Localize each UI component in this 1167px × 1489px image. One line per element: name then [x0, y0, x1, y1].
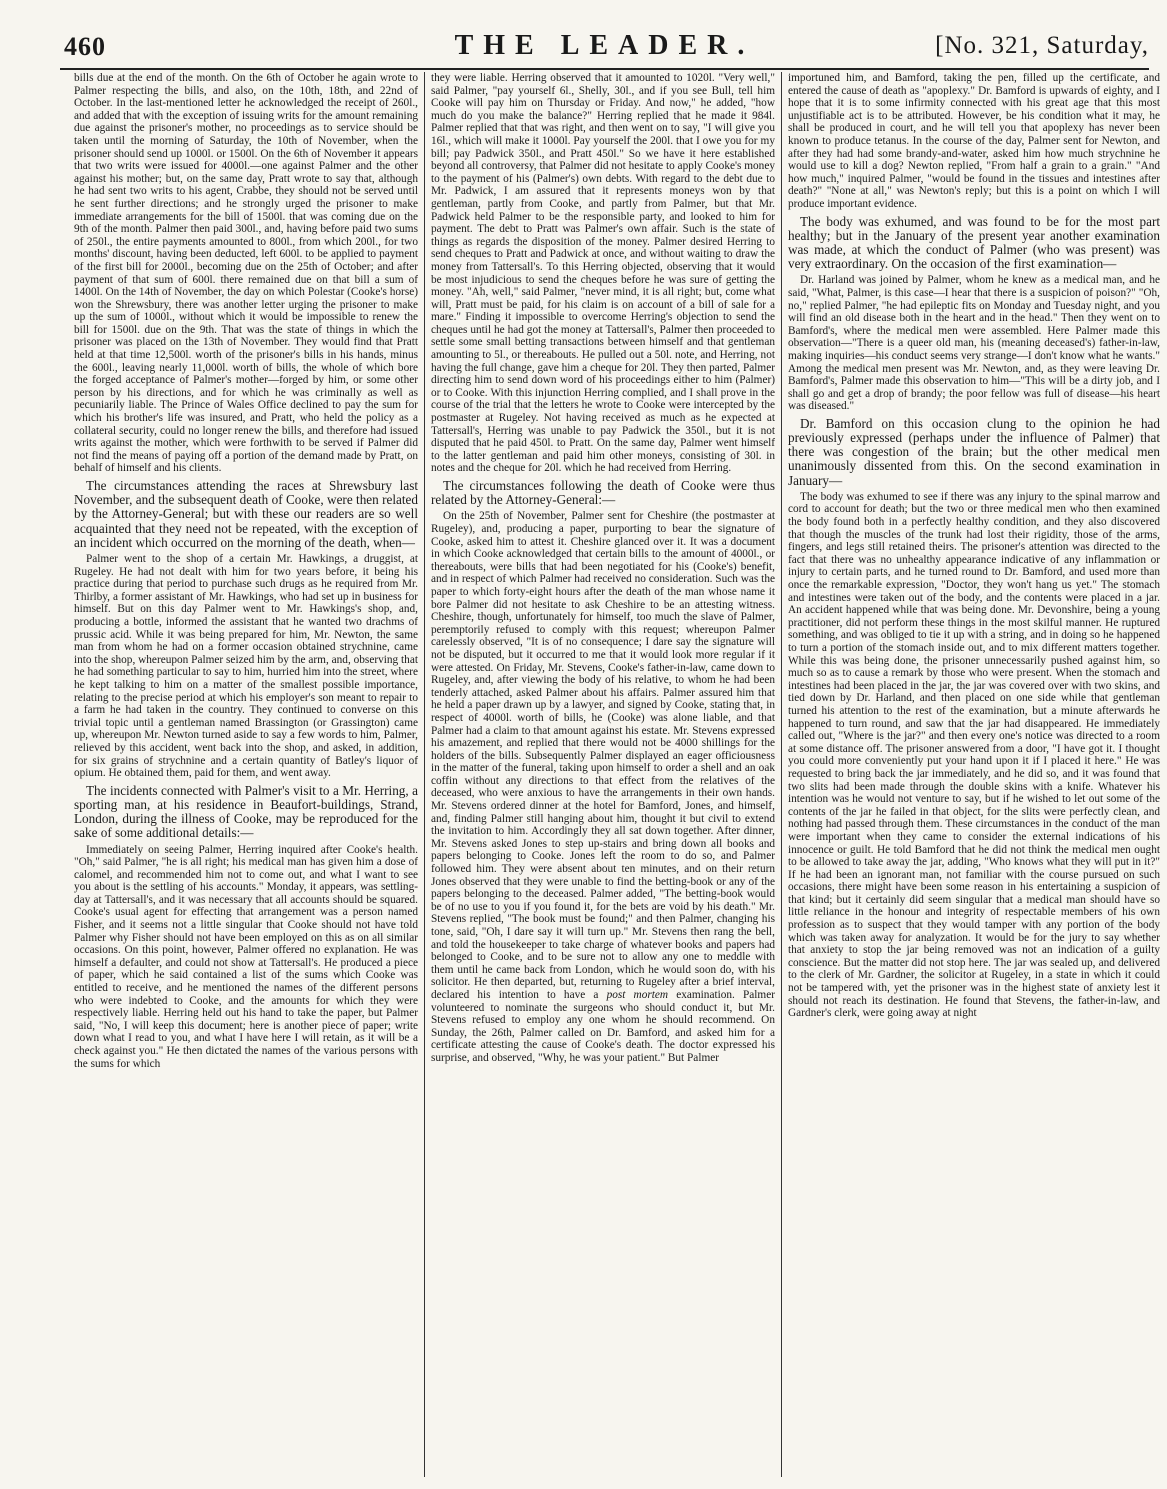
paragraph: Palmer went to the shop of a certain Mr. Hawkings, a druggist, at Rugeley. He had not dealt with him for two years before, it being his practice during that period to purchase such drugs as he required from Mr. Thirlby, a former assistant of Mr. Hawkings, who had set up in business for himself. But on this day Palmer went to Mr. Hawkings's shop, and, producing a bottle, informed the assistant that he wanted two drachms of prussic acid. While it was being prepared for him, Mr. Newton, the same man from whom he had on a former occasion obtained strychnine, came into the shop, whereupon Palmer seized him by the arm, and, observing that he had something particular to say to him, hurried him into the street, where he kept talking to him on a matter of the smallest possible importance, relating to the precise period at which his employer's son meant to repair to a farm he had taken in the country. They continued to converse on this trivial topic until a gentleman named Brassington (or Grassington) came up, whereupon Mr. Newton turned aside to say a few words to him, Palmer, relieved by this accident, went back into the shop, and asked, in addition, for six grains of strychnine and a certain quantity of Batley's liquor of opium. He obtained them, paid for them, and went away. — [74, 553, 418, 780]
text-span: examination. Palmer volunteered to nominate the surgeons who should conduct it, but Mr. Stevens refused to employ any one whom he should recommend. On Sunday, the 26th, Palmer called on Dr. Bamford, and asked him for a certificate attesting the cause of Cooke's death. The doctor expressed his surprise, and observed, "Why, he was your patient." But Palmer — [431, 988, 775, 1064]
column-2 — [431, 72, 775, 1477]
page-number: 460 — [64, 32, 106, 61]
column-1 — [74, 72, 418, 1477]
text-span: On the 25th of November, Palmer sent for Cheshire (the postmaster at Rugeley), and, producing a paper, purporting to bear the signature of Cooke, asked him to attest it. Cheshire glanced over it. It was a document in which Cooke acknowledged that certain bills to the amount of 4000l., or thereabouts, were bills that had been negotiated for his (Cooke's) benefit, and in respect of which Palmer had received no consideration. Such was the paper to which forty-eight hours after the death of the man whose name it bore Palmer did not hesitate to ask Cheshire to be an attesting witness. Cheshire, though, unfortunately for himself, too much the slave of Palmer, peremptorily refused to comply with this request; whereupon Palmer carelessly observed, "It is of no consequence; I dare say the signature will not be disputed, but it occurred to me that it would look more regular if it were attested. On Friday, Mr. Stevens, Cooke's father-in-law, came down to Rugeley, and, after viewing the body of his relative, to whom he had been tenderly attached, asked Palmer about his affairs. Palmer assured him that he held a paper drawn up by a lawyer, and signed by Cooke, stating that, in respect of 4000l. worth of bills, he (Cooke) was alone liable, and that Palmer had a claim to that amount against his estate. Mr. Stevens expressed his amazement, and replied that there would not be 4000 shillings for the holders of the bills. Subsequently Palmer displayed an eager officiousness in the matter of the funeral, taking upon himself to order a shell and an oak coffin without any directions to that effect from the relatives of the deceased, who were anxious to have the arrangements in their own hands. Mr. Stevens ordered dinner at the hotel for Bamford, Jones, and himself, and, finding Palmer still hanging about him, thought it but civil to extend the invitation to him. Accordingly they all sat down together. After dinner, Mr. Stevens asked Jones to step up-stairs and bring down all books and papers belonging to Cooke. Jones left the room to do so, and Palmer followed him. They were absent about ten minutes, and on their return Jones observed that they were unable to find the betting-book or any of the papers belonging to the deceased. Palmer added, "The betting-book would be of no use to you if you found it, for the bets are void by his death." Mr. Stevens replied, "The book must be found;" and then Palmer, changing his tone, said, "Oh, I dare say it will turn up." Mr. Stevens then rang the bell, and told the housekeeper to take charge of whatever books and papers had belonged to Cooke, and to be sure not to allow any one to meddle with them until he came back from London, which he would soon do, with his solicitor. He then departed, but, returning to Rugeley after a brief interval, declared his intention to have a — [431, 510, 775, 1001]
paragraph: they were liable. Herring observed that it amounted to 1020l. "Very well," said Palmer, "pay yourself 6l., Shelly, 30l., and if you see Bull, tell him Cooke will pay him on Thursday or Friday. And now," he added, "how much do you make the balance?" Herring replied that he made it 984l. Palmer replied that that was right, and then went on to say, "I will give you 16l., which will make it 1000l. Pay yourself the 200l. that I owe you for my bill; pay Padwick 350l., and Pratt 450l." So we have it here established beyond all controversy, that Palmer did not hesitate to apply Cooke's money to the payment of his (Palmer's) own debts. With regard to the debt due to Mr. Padwick, I am assured that it represents moneys won by that gentleman, partly from Cooke, and partly from Palmer, but that Mr. Padwick held Palmer to be the responsible party, and looked to him for payment. The debt to Pratt was Palmer's own affair. Such is the state of things as regards the disposition of the money. Palmer desired Herring to send cheques to Pratt and Padwick at once, and without waiting to draw the money from Tattersall's. To this Herring objected, observing that it would be most injudicious to send the cheques before he was sure of getting the money. "Ah, well," said Palmer, "never mind, it is all right; but, come what will, Pratt must be paid, for his claim is on account of a bill of sale for a mare." Finding it impossible to overcome Herring's objection to send the cheques until he had got the money at Tattersall's, Palmer then proceeded to settle some small betting transactions between himself and that gentleman amounting to 5l., or thereabouts. He pulled out a 50l. note, and Herring, not having the full change, gave him a cheque for 20l. They then parted, Palmer directing him to send down word of his proceedings either to him (Palmer) or to Cooke. With this injunction Herring complied, and I shall prove in the course of the trial that the letters he wrote to Cooke were intercepted by the postmaster at Rugeley. Not having received as much as he expected at Tattersall's, Herring was unable to pay Padwick the 350l., but it is not disputed that he paid 450l. to Pratt. On the same day, Palmer went himself to the latter gentleman and paid him other moneys, consisting of 30l. in notes and the cheque for 20l. which he had received from Herring. — [431, 72, 775, 475]
column-divider — [781, 72, 782, 1477]
paragraph: The circumstances following the death of Cooke were thus related by the Attorney-General:— — [431, 478, 775, 508]
paragraph: Immediately on seeing Palmer, Herring inquired after Cooke's health. "Oh," said Palmer, "he is all right; his medical man has given him a dose of calomel, and recommended him not to come out, and what I want to see you about is the settling of his accounts." Monday, it appears, was settling-day at Tattersall's, and it was necessary that all accounts should be squared. Cooke's usual agent for effecting that arrangement was a person named Fisher, and it seems not a little singular that Cooke should not have told Palmer why Fisher should not have been employed on this as on all similar occasions. On this point, however, Palmer offered no explanation. He was himself a defaulter, and could not show at Tattersall's. He produced a piece of paper, which he said contained a list of the sums which Cooke was entitled to receive, and he mentioned the names of the different persons who were indebted to Cooke, and the amounts for which they were respectively liable. Herring held out his hand to take the paper, but Palmer said, "No, I will keep this document; here is another piece of paper; write down what I read to you, and what I have here I will retain, as it will be a check against you." He then dictated the names of the various persons with the sums for which — [74, 843, 418, 1070]
column-divider — [424, 72, 425, 1477]
paragraph: The incidents connected with Palmer's visit to a Mr. Herring, a sporting man, at his residence in Beaufort-buildings, Strand, London, during the illness of Cooke, may be reproduced for the sake of some additional details:— — [74, 782, 418, 841]
paragraph: Dr. Bamford on this occasion clung to the opinion he had previously expressed (perhaps under the influence of Palmer) that there was congestion of the brain; but the other medical men unanimously dissented from this. On the second examination in January— — [788, 415, 1160, 488]
paragraph: Dr. Harland was joined by Palmer, whom he knew as a medical man, and he said, "What, Palmer, is this case—I hear that there is a suspicion of poison?" "Oh, no," replied Palmer, "he had epileptic fits on Monday and Tuesday night, and you will find an old disease both in the heart and in the head." Then they went on to Bamford's, where the medical men were assembled. Here Palmer made this observation—"There is a queer old man, his (meaning deceased's) father-in-law, making inquiries—his conduct seems very strange—I don't know what he wants." Among the medical men present was Mr. Newton, and, as they were leaving Dr. Bamford's, Palmer made this observation to him—"This will be a dirty job, and I shall go and get a drop of brandy; the poor fellow was full of disease—his heart was diseased." — [788, 274, 1160, 413]
paragraph: importuned him, and Bamford, taking the pen, filled up the certificate, and entered the cause of death as "apoplexy." Dr. Bamford is upwards of eighty, and I hope that it is to some infirmity connected with his great age that this most unjustifiable act is to be attributed. However, be his condition what it may, he shall be produced in court, and he will tell you that apoplexy has never been known to produce tetanus. In the course of the day, Palmer sent for Newton, and after they had had some brandy-and-water, asked him how much strychnine he would use to kill a dog? Newton replied, "From half a grain to a grain." "And how much," inquired Palmer, "would be found in the tissues and intestines after death?" "None at all," was Newton's reply; but this is a point on which I will produce important evidence. — [788, 72, 1160, 210]
masthead — [60, 18, 1149, 70]
article-columns — [74, 72, 1160, 1477]
italic-term: post mortem — [606, 988, 669, 1001]
paragraph: bills due at the end of the month. On the 6th of October he again wrote to Palmer respecting the bills, and also, on the 10th, 18th, and 22nd of October. In the last-mentioned letter he acknowledged the receipt of 260l., and added that with the exception of issuing writs for the amount remaining due against the prisoner's mother, no proceedings as to service should be taken until the morning of Saturday, the 10th of November, when the prisoner should send up 1000l. or 1500l. On the 6th of November it appears that two writs were issued for 4000l.—one against Palmer and the other against his mother; but, on the same day, Pratt wrote to say that, although he had sent two writs to his agent, Crabbe, they should not be served until he sent further directions; and he strongly urged the prisoner to make immediate arrangements for the bill of 1500l. that was coming due on the 9th of the month. Palmer then paid 300l., and, having before paid two sums of 250l., the entire payments amounted to 800l., from which 200l., for two months' discount, having been deducted, left 600l. to be applied to payment of the first bill for 2000l., becoming due on the 25th of October; and after payment of that sum of 600l. there remained due on that bill a sum of 1400l. On the 14th of November, the day on which Polestar (Cooke's horse) won the Shrewsbury, there was another letter urging the prisoner to make up the sum of 1000l., without which it would be impossible to renew the bill for 1500l. due on the 9th. That was the state of things in which the prisoner was placed on the 13th of November. They would find that Pratt held at that time 12,500l. worth of the prisoner's bills in his hands, minus the 600l., leaving nearly 11,000l. worth of bills, the whole of which bore the forged acceptance of Palmer's mother—forged by him, or some other person by his directions, and for which he was criminally as well as pecuniarily liable. The Prince of Wales Office declined to pay the sum for which his brother's life was insured, and Pratt, who held the policy as a collateral security, could no longer renew the bills, and therefore had issued writs against the mother, which were forthwith to be served if Palmer did not find the means of paying off a portion of the demand made by Pratt, on behalf of himself and his clients. — [74, 72, 418, 475]
column-3 — [788, 72, 1160, 1477]
paragraph: The body was exhumed, and was found to be for the most part healthy; but in the January of the present year another examination was made, at which the conduct of Palmer (who was present) was very extraordinary. On the occasion of the first examination— — [788, 213, 1160, 272]
newspaper-title: THE LEADER. — [454, 30, 755, 61]
paragraph: The body was exhumed to see if there was any injury to the spinal marrow and cord to account for death; but the two or three medical men who then examined the body found both in a perfectly healthy condition, and they also discovered that though the muscles of the trunk had lost their rigidity, those of the arms, fingers, and legs still retained theirs. The prisoner's attention was directed to the fact that there was no unhealthy appearance indicative of any inflammation or injury to certain parts, and he turned round to Dr. Bamford, and used more than once the remarkable expression, "Doctor, they won't hang us yet." The stomach and intestines were taken out of the body, and the contents were placed in a jar. An accident happened while that was being done. Mr. Devonshire, being a young practitioner, did not perform these things in the most skilful manner. He ruptured something, and was obliged to tie it up with a string, and in doing so he happened to turn a portion of the stomach inside out, and to mix different matters together. While this was being done, the prisoner unnecessarily pushed against him, so much so as to cause a remark by those who were present. When the stomach and intestines had been placed in the jar, the jar was covered over with two skins, and tied down by Dr. Harland, and then placed on one side while that gentleman turned his attention to the rest of the examination, but a minute afterwards he happened to turn round, and saw that the jar had disappeared. He immediately called out, "Where is the jar?" and then every one's notice was directed to a room at some distance off. The prisoner answered from a door, "I have got it. I thought you could more conveniently put your hand upon it if I placed it here." He was requested to bring back the jar immediately, and he did so, and it was found that two slits had been made through the double skins with a knife. Whatever his intention was he would not venture to say, but if he wished to let out some of the contents of the jar he failed in that object, for the slits were perfectly clean, and nothing had passed through them. These circumstances in the conduct of the man were important when they came to consider the external indications of his innocence or guilt. He told Bamford that he did not think the medical men ought to be allowed to take away the jar, adding, "Who knows what they will put in it?" If he had been an ignorant man, not familiar with the course pursued on such occasions, there might have been some reason in his entertaining a suspicion of that kind; but it certainly did seem singular that a medical man should have so little reliance in the honour and integrity of respectable members of his own profession as to suspect that they would tamper with any portion of the body which was taken away for analyzation. It would be for the jury to say whether that anxiety to stop the jar being removed was not an indication of a guilty conscience. But the matter did not stop here. The jar was sealed up, and delivered to the clerk of Mr. Gardner, the solicitor at Rugeley, in a state in which it could not be tampered with, yet the prisoner was in the highest state of anxiety lest it should not reach its destination. He found that Stevens, the father-in-law, and Gardner's clerk, were going away at night — [788, 490, 1160, 1020]
paragraph — [431, 510, 775, 1064]
issue-info: [No. 321, Saturday, — [935, 32, 1149, 59]
paragraph: The circumstances attending the races at Shrewsbury last November, and the subsequent death of Cooke, were then related by the Attorney-General; but with these our readers are so well acquainted that they need not be repeated, with the exception of an incident which occurred on the morning of the death, when— — [74, 478, 418, 550]
